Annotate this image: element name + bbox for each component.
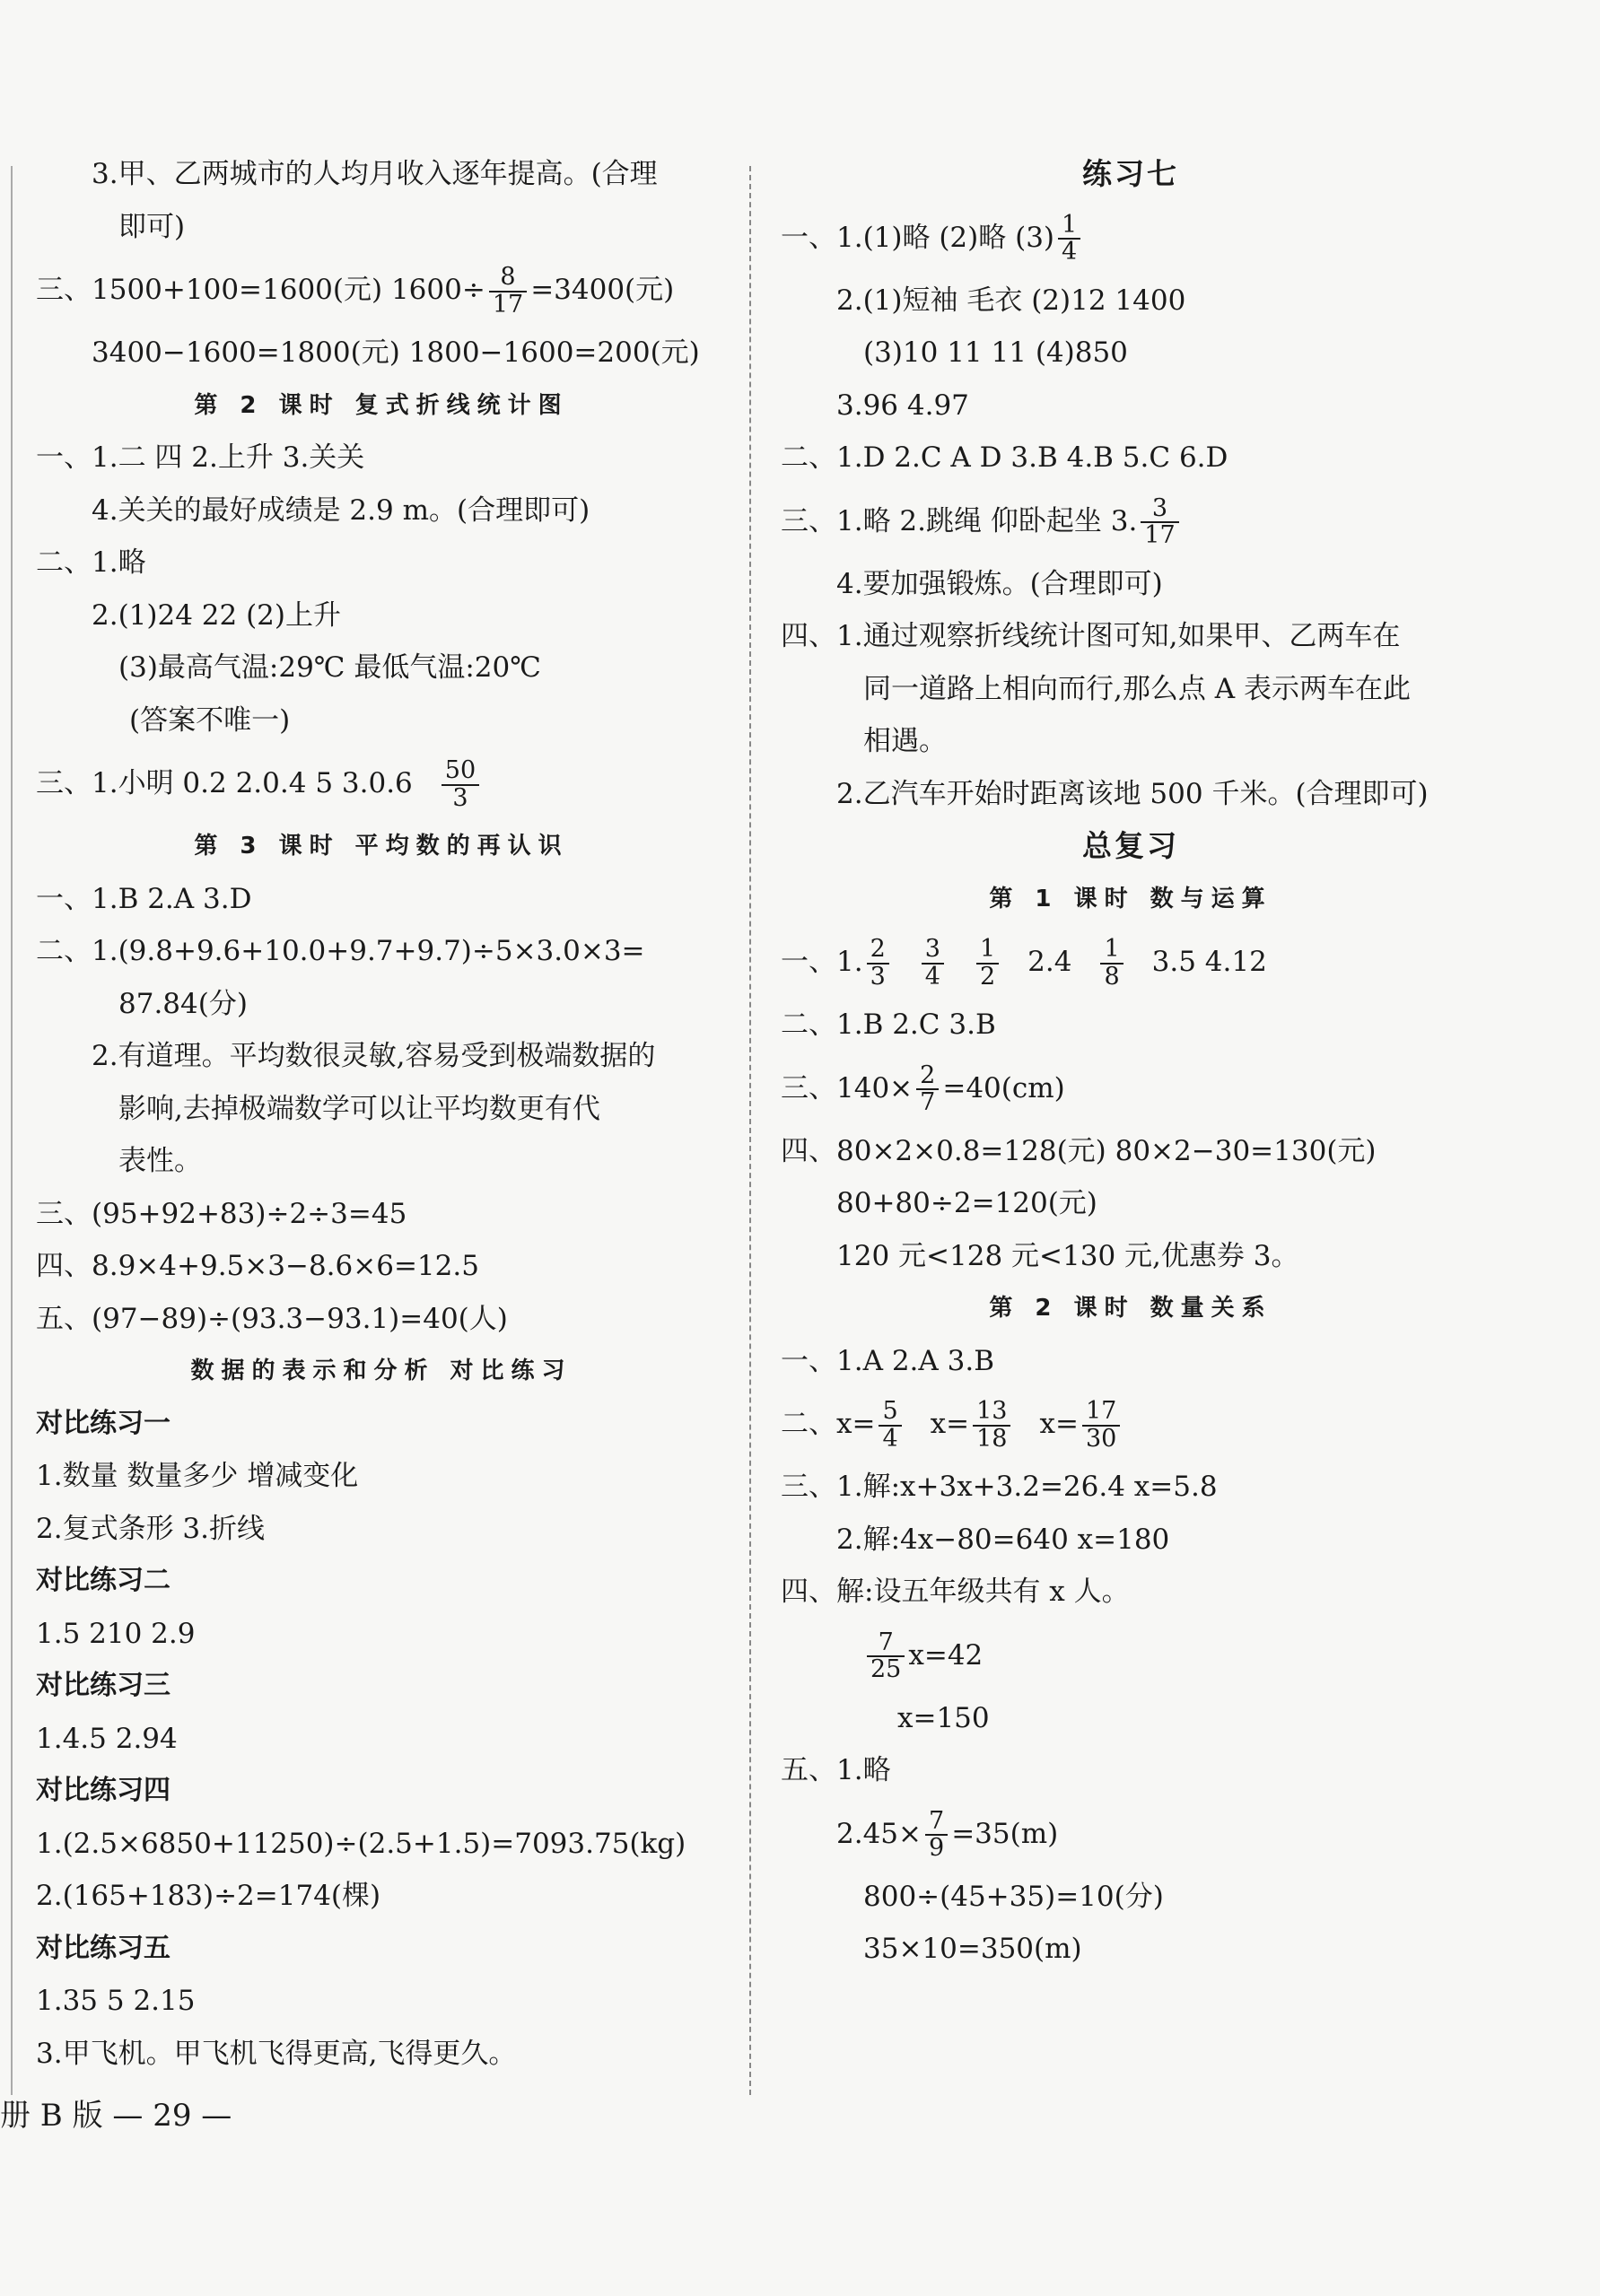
answer-line: (3)10 11 11 (4)850	[863, 336, 1128, 369]
sub-heading: 对比练习三	[36, 1670, 170, 1701]
fraction: $\frac{3}{17}$	[1141, 496, 1178, 549]
answer-line-with-fraction: 2.45× $\frac{7}{9}$ =35(m)	[836, 1806, 1059, 1862]
fraction: $\frac{2}{7}$	[916, 1063, 939, 1116]
answer-line: 四、解:设五年级共有 x 人。	[781, 1576, 1130, 1608]
answer-line: 120 元<128 元<130 元,优惠券 3。	[836, 1239, 1299, 1272]
answer-line: x=150	[897, 1701, 990, 1734]
sub-heading: 对比练习四	[36, 1775, 170, 1806]
answer-line: 二、1.D 2.C A D 3.B 4.B 5.C 6.D	[781, 441, 1228, 474]
answer-line-with-fraction: 三、1.略 2.跳绳 仰卧起坐 3. $\frac{3}{17}$	[781, 485, 1481, 558]
fraction: $\frac{7}{25}$	[867, 1630, 905, 1683]
answer-line: 87.84(分)	[118, 987, 248, 1020]
fraction: $\frac{1}{4}$	[1058, 213, 1080, 266]
answer-line: 3.甲、乙两城市的人均月收入逐年提高。(合理	[92, 158, 658, 190]
answer-line: 一、1.A 2.A 3.B	[781, 1344, 994, 1377]
answer-line-with-fraction: 一、1.(1)略 (2)略 (3) $\frac{1}{4}$	[781, 201, 1481, 275]
answer-line: 800÷(45+35)=10(分)	[863, 1880, 1164, 1913]
sub-heading: 对比练习一	[36, 1407, 170, 1439]
left-margin-rule	[11, 166, 13, 2095]
answer-line-with-fraction: 三、1.小明 0.2 2.0.4 5 3.0.6 $\frac{50}{3}$	[36, 746, 727, 820]
answer-line: 二、1.B 2.C 3.B	[781, 1008, 996, 1041]
answer-line: 一、1.二 四 2.上升 3.关关	[36, 441, 365, 474]
answer-line-with-fractions: 一、1. $\frac{2}{3}$ $\frac{3}{4}$ $\frac{1}{2}$ 2.4 $\frac{1}{8}$ 3.5 4.12	[781, 935, 1267, 991]
left-column	[36, 148, 727, 2080]
answer-line: 表性。	[118, 1145, 202, 1177]
answer-line: 1.数量 数量多少 增减变化	[36, 1460, 359, 1492]
answer-line: 2.乙汽车开始时距离该地 500 千米。(合理即可)	[836, 777, 1429, 810]
column-divider	[749, 166, 751, 2095]
sub-heading: 对比练习五	[36, 1932, 170, 1964]
fraction: $\frac{17}{30}$	[1082, 1399, 1120, 1452]
section-title: 第 2 课时 数量关系	[989, 1295, 1272, 1322]
answer-line: 2.解:4x−80=640 x=180	[836, 1523, 1170, 1556]
fraction: $\frac{7}{9}$	[925, 1809, 948, 1862]
fraction: $\frac{8}{17}$	[489, 265, 527, 318]
fraction: $\frac{1}{8}$	[1100, 937, 1123, 990]
answer-line: 四、8.9×4+9.5×3−8.6×6=12.5	[36, 1250, 479, 1282]
answer-line: 同一道路上相向而行,那么点 A 表示两车在此	[863, 672, 1411, 705]
answer-line: 二、1.略	[36, 546, 146, 579]
answer-line-with-fraction: 三、1500+100=1600(元) 1600÷ $\frac{8}{17}$ =3400(元)	[36, 263, 675, 319]
page-footer: 册 B 版 — 29 —	[0, 2098, 232, 2134]
answer-line: 1.4.5 2.94	[36, 1722, 178, 1755]
answer-line: 二、1.(9.8+9.6+10.0+9.7+9.7)÷5×3.0×3=	[36, 935, 645, 967]
section-title: 数据的表示和分析 对比练习	[190, 1358, 573, 1384]
fraction: $\frac{50}{3}$	[442, 758, 479, 811]
fraction: $\frac{2}{3}$	[867, 937, 889, 990]
answer-line: 五、(97−89)÷(93.3−93.1)=40(人)	[36, 1302, 508, 1335]
answer-line-with-fraction: 三、140× $\frac{2}{7}$ =40(cm)	[781, 1061, 1065, 1116]
answer-line: 4.要加强锻炼。(合理即可)	[836, 567, 1163, 600]
answer-line: 1.(2.5×6850+11250)÷(2.5+1.5)=7093.75(kg)	[36, 1827, 686, 1860]
section-title: 第 1 课时 数与运算	[989, 885, 1272, 912]
fraction: $\frac{1}{2}$	[976, 937, 999, 990]
fraction: $\frac{13}{18}$	[973, 1399, 1010, 1452]
answer-line-with-fractions: 二、x= $\frac{5}{4}$ x= $\frac{13}{18}$ x= $\frac{17}{30}$	[781, 1387, 1481, 1461]
answer-line: 1.5 210 2.9	[36, 1617, 196, 1650]
answer-line: 1.35 5 2.15	[36, 1985, 196, 2017]
answer-line: 3.甲飞机。甲飞机飞得更高,飞得更久。	[36, 2037, 517, 2070]
answer-line: 一、1.B 2.A 3.D	[36, 882, 252, 915]
answer-line: 四、80×2×0.8=128(元) 80×2−30=130(元)	[781, 1134, 1377, 1167]
answer-line: 五、1.略	[781, 1754, 891, 1786]
answer-line: 3400−1600=1800(元) 1800−1600=200(元)	[92, 336, 700, 369]
answer-line: (3)最高气温:29℃ 最低气温:20℃	[118, 651, 541, 684]
section-title: 第 2 课时 复式折线统计图	[194, 391, 569, 419]
answer-line: 2.有道理。平均数很灵敏,容易受到极端数据的	[92, 1040, 656, 1072]
answer-line: 四、1.通过观察折线统计图可知,如果甲、乙两车在	[781, 620, 1401, 652]
answer-line: 2.(1)24 22 (2)上升	[92, 598, 342, 632]
answer-line: 3.96 4.97	[836, 388, 969, 422]
fraction: $\frac{5}{4}$	[879, 1399, 901, 1452]
answer-line: 35×10=350(m)	[863, 1933, 1082, 1965]
answer-line: (答案不唯一)	[129, 703, 291, 737]
answer-line: 80+80÷2=120(元)	[836, 1187, 1097, 1219]
answer-line: 影响,去掉极端数学可以让平均数更有代	[118, 1092, 600, 1125]
answer-line: 4.关关的最好成绩是 2.9 m。(合理即可)	[92, 493, 590, 527]
section-heading: 练习七	[1082, 156, 1179, 191]
answer-line: 2.(165+183)÷2=174(棵)	[36, 1880, 381, 1912]
answer-line: 即可)	[118, 210, 186, 243]
answer-line: 相遇。	[863, 725, 947, 757]
sub-heading: 对比练习二	[36, 1565, 170, 1596]
fraction: $\frac{3}{4}$	[922, 937, 944, 990]
answer-line: 三、(95+92+83)÷2÷3=45	[36, 1197, 407, 1230]
answer-line: 2.(1)短袖 毛衣 (2)12 1400	[836, 284, 1186, 317]
section-title: 第 3 课时 平均数的再认识	[194, 833, 569, 860]
answer-line-with-fraction: $\frac{7}{25}$ x=42	[781, 1619, 1481, 1692]
answer-line: 三、1.解:x+3x+3.2=26.4 x=5.8	[781, 1471, 1218, 1503]
answer-line: 2.复式条形 3.折线	[36, 1512, 266, 1545]
section-heading: 总复习	[1082, 828, 1179, 863]
right-column	[781, 148, 1481, 1976]
